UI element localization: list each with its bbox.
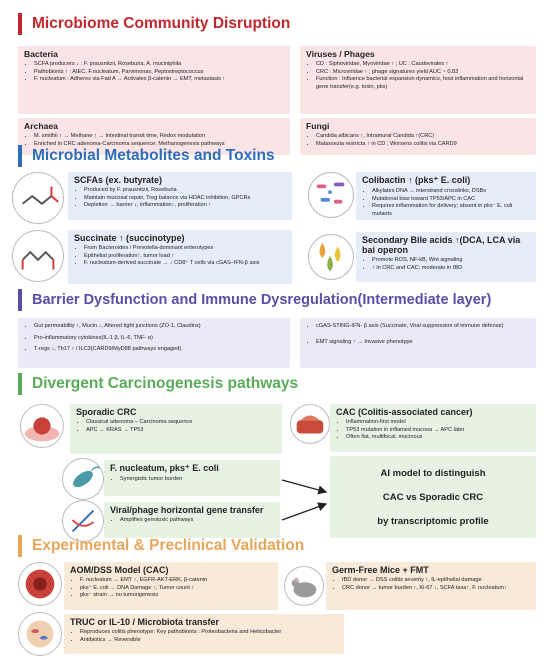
list-item: • Often flat, multifocal, mucinous [346,434,530,442]
box-title: Colibactin ↑ (pks⁺ E. coli) [362,175,471,185]
section-bar [18,535,22,557]
truc-box [64,614,344,654]
list-item: • F. nucleatum : Adheres via Fad A → Activates β-catenin → EMT, metastasis ↑ [34,76,284,84]
list-item: • Pro-inflammatory cytokines(IL-1 β, IL-6, TNF- α) [34,335,284,343]
germ-free-box [326,562,536,610]
list-item: • Inflammation-first model [346,419,530,427]
box-title: Sporadic CRC [76,407,137,417]
box-title: Fungi [306,121,330,131]
list-item: • Amplifies genotoxic pathways [120,517,274,525]
list-item: • Requires inflammation for delivery; absent in pks⁻ E. coli mutants [372,203,530,218]
list-item: • T-regs ↓, Th17 ↑ / ILC3(CARD9/MyD88 pathways engaged) [34,346,284,354]
box-title: Succinate ↑ (succinotype) [74,233,185,243]
list-item: • Promote ROS, NF-kB, Wnt signaling [372,257,530,265]
section-heading: Divergent Carcinogenesis pathways [32,375,299,392]
box-title: Archaea [24,121,58,131]
box-title: Germ-Free Mice + FMT [332,565,429,575]
box-title: CAC (Colitis-associated cancer) [336,407,473,417]
aom-dss-box [64,562,278,610]
ai-line: AI model to distinguish [380,468,486,479]
list-item: • Synergistic tumor burden [120,476,274,484]
list-item: • CD : Siphoviridae, Myoviridae ↑ ; UC : Caudovirales ↑ [316,61,530,69]
list-item: • F. nucleatum → EMT ↑, EGFR-AKT-ERK, β-catenin [80,577,272,585]
list-item: • CRC : Microviridae ↑ ; phage signatures yield AUC ~ 0.83 [316,69,530,77]
list-item: • Mutational bias toward TP53/APC in CAC [372,196,530,204]
list-item: • pks⁺ E. coli → DNA Damage ↑, Tumor count ↑ [80,585,272,593]
list-item: • Antibiotics → Reversible [80,637,338,645]
list-item: • ↑ in CRC and CAC; moderate in IBD [372,265,530,273]
list-item: • pks⁻ strain → no tumorigenesis [80,592,272,600]
aom-list [70,577,272,600]
list-item: • Pathobionts ↑ : AIEC, F.nucleatum, Parvimonas, Peptostreptococcus [34,69,284,77]
list-item: • F. nucleatum-derived succinate → ↓ CD8⁺ T cells via cGAS–IFN-β axis [84,260,286,268]
list-item: • Candida albicans ↑, Intramural Candida ↑(CRC) [316,133,530,141]
ai-line: CAC vs Sporadic CRC [382,492,484,503]
list-item: • Classical adenoma – Carcinoma sequence [86,419,276,427]
box-title: Viral/phage horizontal gene transfer [110,505,264,515]
ai-line: by transcriptomic profile [377,516,489,527]
list-item: • Alkylates DNA → interstrand crosslinks, DSBs [372,188,530,196]
box-title: SCFAs (ex. butyrate) [74,175,163,185]
section-title-validation [18,535,304,557]
section-heading: Barrier Dysfunction and Immune Dysregulation(Intermediate layer) [32,292,492,308]
list-item: • EMT signaling ↑ → Invasive phenotype [316,339,530,347]
list-item: • CRC donor → tumor burden ↑, Ki-67 ↓, SCFA taxa↑, F. nucleatum↑ [342,585,530,593]
arrow-line [282,480,326,492]
list-item: • M. smithii ↑ → Methane ↑ → Intestinal transit time, Redox modulation [34,133,284,141]
list-item: • Maintain mucosal repair, Treg balance via HDAC inhibition, GPCRs [84,195,286,203]
truc-list [70,629,338,644]
box-title: F. nucleatum, pks⁺ E. coli [110,463,219,473]
list-item: • Function : Influence bacterial expansion dynamics, host inflammation and horizontal gene transfer(e.g. toxin, pks) [316,76,530,91]
list-item: • Depletion → barrier ↓, inflammation↑, proliferation ↑ [84,202,286,210]
section-heading: Experimental & Preclinical Validation [32,537,305,554]
section-heading: Microbiome Community Disruption [32,15,291,32]
germfree-list [332,577,530,592]
list-item: • Gut permeability ↑, Mucin ↓, Altered tight junctions (ZO-1, Claudins) [34,323,284,331]
box-title: Bacteria [24,49,58,59]
list-item: • APC → KRAS → TP53 [86,427,276,435]
list-item: • Produced by F. prausnitzii, Roseburia [84,187,286,195]
mouse-icon [284,566,324,606]
list-item: • Epithelial proliferation↑, tumor load ↑ [84,253,286,261]
list-item: • Malassezia restricta ↑ in CD ; Worsens colitis via CARD9 [316,141,530,149]
box-title: TRUC or IL-10 / Microbiota transfer [70,617,220,627]
microbiota-icon [18,612,62,656]
list-item: • From Bacteroides / Prevotella-dominant enterotypes [84,245,286,253]
section-heading: Microbial Metabolites and Toxins [32,147,275,164]
list-item: • cGAS-STING-IFN- β axis (Succinate, Viral suppression of immune defense) [316,323,530,331]
colon-tumor-icon [18,562,62,606]
list-item: • Reproduces colitis phenotype; Key pathobionts : Proteobacteria and Helicobacter [80,629,338,637]
box-title: Secondary Bile acids ↑(DCA, LCA via bai operon [362,235,521,255]
ai-model-box [330,456,536,538]
box-title: AOM/DSS Model (CAC) [70,565,169,575]
list-item: • Enriched in CRC adenoma-Carcinoma sequence; Methanogenesis pathways [34,141,284,149]
list-item: • TP53 mutation in inflamed mucosa → APC later [346,427,530,435]
list-item: • SCFA producers ↓ : F. prausnitzii, Roseburia, A. muciniphila [34,61,284,69]
box-title: Viruses / Phages [306,49,375,59]
arrow-line [282,504,326,520]
list-item: • IBD donor → DSS colitis severity ↑, IL-epithelial damage [342,577,530,585]
